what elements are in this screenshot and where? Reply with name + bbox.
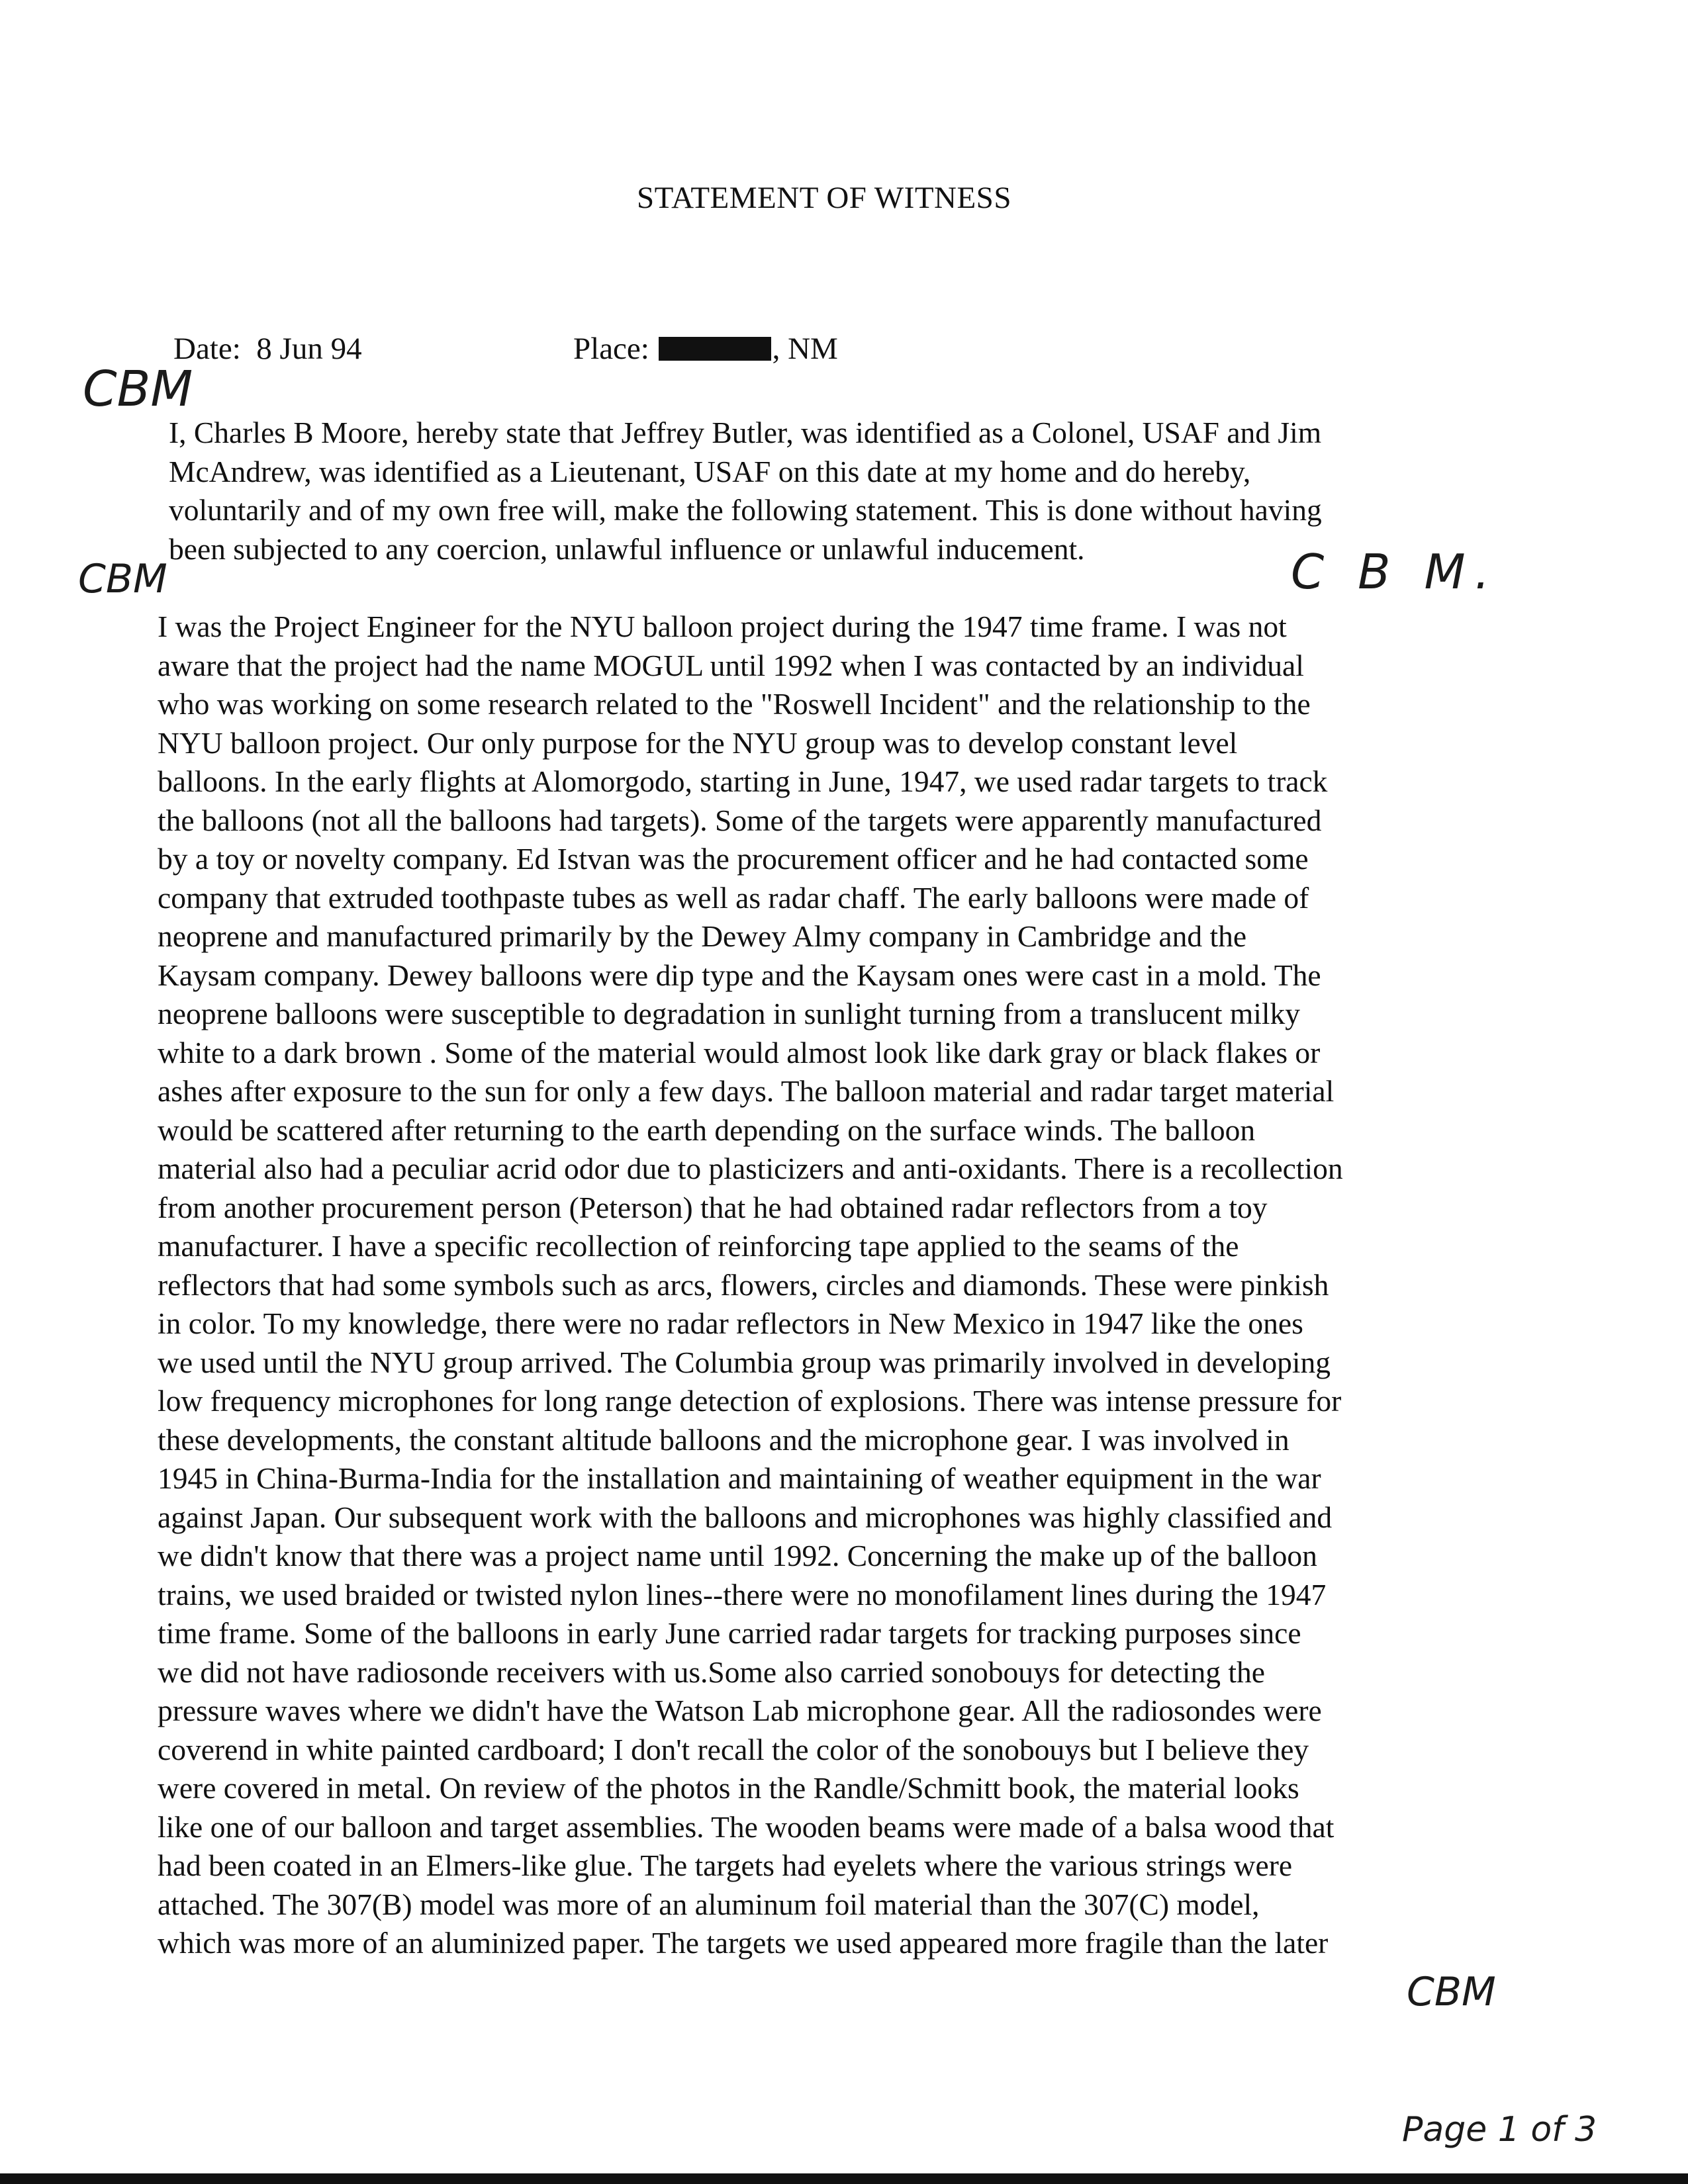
text-line: I was the Project Engineer for the NYU balloon project during the 1947 time frame. I was not — [158, 610, 1287, 643]
text-line: we did not have radiosonde receivers with us.Some also carried sonobouys for detecting the — [158, 1655, 1265, 1689]
handwritten-initials-left: CBM — [78, 556, 167, 602]
text-line: had been coated in an Elmers-like glue. The targets had eyelets where the various strings were — [158, 1848, 1293, 1882]
text-line: 1945 in China-Burma-India for the installation and maintaining of weather equipment in the war — [158, 1461, 1321, 1495]
redaction-mark — [659, 337, 771, 361]
text-line: been subjected to any coercion, unlawful influence or unlawful inducement. — [169, 531, 1085, 566]
text-line: neoprene balloons were susceptible to degradation in sunlight turning from a translucent milky — [158, 997, 1301, 1030]
text-line: reflectors that had some symbols such as arcs, flowers, circles and diamonds. These were pinkish — [158, 1267, 1329, 1302]
text-line: voluntarily and of my own free will, make the following statement. This is done without having — [169, 493, 1322, 527]
place-line — [573, 331, 838, 367]
text-line: low frequency microphones for long range detection of explosions. There was intense pressure for — [158, 1384, 1342, 1418]
text-line: against Japan. Our subsequent work with the balloons and microphones was highly classified and — [158, 1500, 1333, 1534]
date-label: Date: — [173, 332, 241, 366]
text-line: ashes after exposure to the sun for only a few days. The balloon material and radar target material — [158, 1074, 1335, 1108]
handwritten-initials-top: CBM — [83, 361, 193, 418]
text-line: neoprene and manufactured primarily by the Dewey Almy company in Cambridge and the — [158, 919, 1247, 953]
text-line: attached. The 307(B) model was more of an aluminum foil material than the 307(C) model, — [158, 1887, 1260, 1921]
text-line: coverend in white painted cardboard; I don't recall the color of the sonobouys but I believe they — [158, 1732, 1309, 1766]
text-line: we used until the NYU group arrived. The Columbia group was primarily involved in developing — [158, 1345, 1331, 1379]
handwritten-initials-right: C B M. — [1291, 544, 1499, 600]
text-line: company that extruded toothpaste tubes as well as radar chaff. The early balloons were made of — [158, 880, 1309, 915]
text-line: time frame. Some of the balloons in early June carried radar targets for tracking purposes since — [158, 1616, 1301, 1650]
text-line: from another procurement person (Peterson) that he had obtained radar reflectors from a toy — [158, 1190, 1268, 1224]
text-line: by a toy or novelty company. Ed Istvan was the procurement officer and he had contacted some — [158, 842, 1309, 876]
handwritten-page-number: Page 1 of 3 — [1402, 2110, 1597, 2150]
text-line: which was more of an aluminized paper. The targets we used appeared more fragile than the later — [158, 1926, 1329, 1960]
text-line: trains, we used braided or twisted nylon lines--there were no monofilament lines during the 1947 — [158, 1577, 1327, 1612]
handwritten-initials-bottom: CBM — [1407, 1969, 1496, 2015]
text-line: would be scattered after returning to the earth depending on the surface winds. The balloon — [158, 1113, 1256, 1147]
text-line: in color. To my knowledge, there were no radar reflectors in New Mexico in 1947 like the ones — [158, 1306, 1303, 1340]
text-line: balloons. In the early flights at Alomorgodo, starting in June, 1947, we used radar targets to track — [158, 764, 1328, 798]
text-line: Kaysam company. Dewey balloons were dip type and the Kaysam ones were cast in a mold. The — [158, 958, 1321, 992]
text-line: McAndrew, was identified as a Lieutenant, USAF on this date at my home and do hereby, — [169, 454, 1251, 488]
date-line — [173, 331, 362, 367]
place-suffix: , NM — [772, 332, 838, 366]
document-title: STATEMENT OF WITNESS — [637, 181, 1011, 215]
text-line: aware that the project had the name MOGUL until 1992 when I was contacted by an individual — [158, 648, 1304, 682]
paragraph-statement — [158, 608, 1481, 1963]
text-line: we didn't know that there was a project name until 1992. Concerning the make up of the balloon — [158, 1539, 1317, 1572]
text-line: pressure waves where we didn't have the Watson Lab microphone gear. All the radiosondes were — [158, 1694, 1322, 1727]
text-line: like one of our balloon and target assemblies. The wooden beams were made of a balsa wood that — [158, 1809, 1335, 1844]
text-line: I, Charles B Moore, hereby state that Jeffrey Butler, was identified as a Colonel, USAF and Jim — [169, 416, 1322, 449]
scan-edge-bar — [0, 2173, 1688, 2184]
place-label: Place: — [573, 332, 649, 366]
text-line: were covered in metal. On review of the photos in the Randle/Schmitt book, the material looks — [158, 1771, 1299, 1805]
text-line: white to a dark brown . Some of the material would almost look like dark gray or black flakes or — [158, 1035, 1321, 1069]
text-line: material also had a peculiar acrid odor due to plasticizers and anti-oxidants. There is a recollection — [158, 1152, 1343, 1185]
text-line: the balloons (not all the balloons had targets). Some of the targets were apparently manufactured — [158, 803, 1322, 837]
text-line: NYU balloon project. Our only purpose for the NYU group was to develop constant level — [158, 725, 1238, 760]
date-value: 8 Jun 94 — [256, 332, 362, 366]
text-line: who was working on some research related to the "Roswell Incident" and the relationship to the — [158, 687, 1311, 721]
text-line: these developments, the constant altitude balloons and the microphone gear. I was involved in — [158, 1422, 1289, 1457]
text-line: manufacturer. I have a specific recollection of reinforcing tape applied to the seams of the — [158, 1229, 1239, 1263]
